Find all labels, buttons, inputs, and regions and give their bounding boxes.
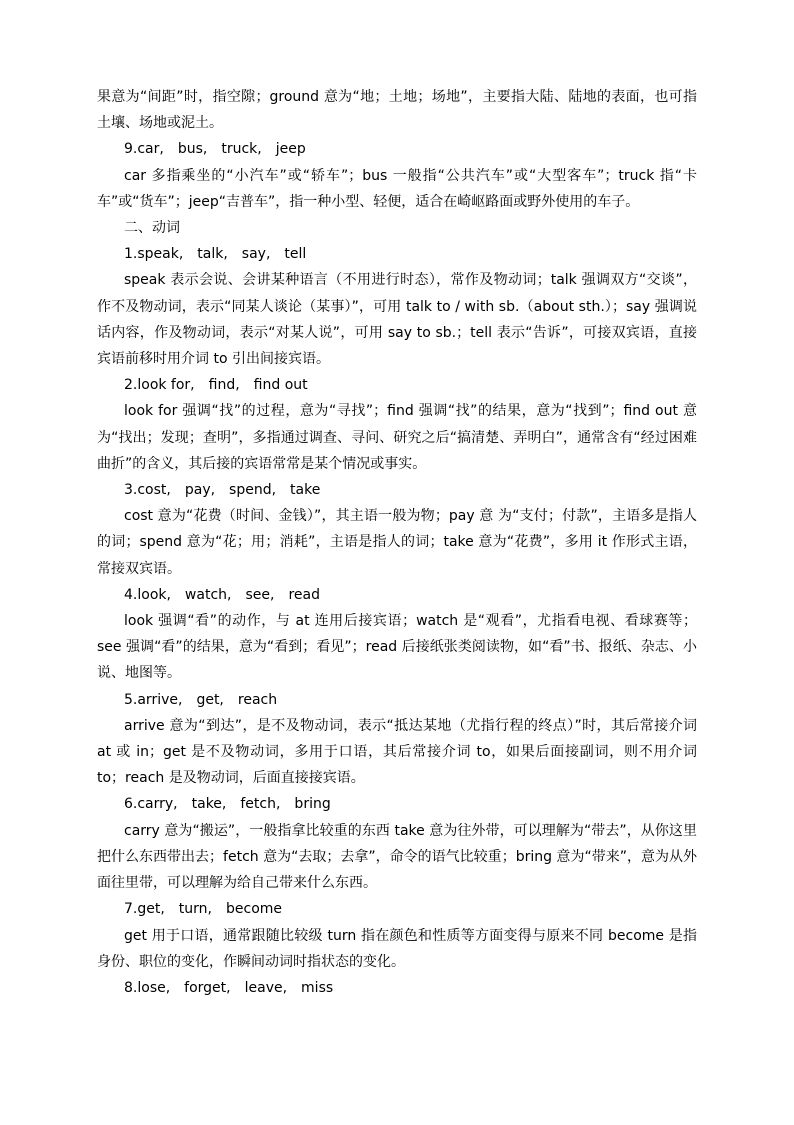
heading-arrive-get-reach: 5.arrive, get, reach xyxy=(124,691,278,708)
heading-cost-pay-spend-take: 3.cost, pay, spend, take xyxy=(124,482,321,499)
document-page xyxy=(97,84,697,1001)
paragraph-car-bus-truck-jeep: car 多指乘坐的“小汽车”或“轿车”；bus 一般指“公共汽车”或“大型客车”；truck 指“卡车”或“货车”；jeep“吉普车”，指一种小型、轻便，适合在崎岖路面或野外使用的车子。 xyxy=(97,167,697,210)
paragraph-get-turn-become: get 用于口语，通常跟随比较级 turn 指在颜色和性质等方面变得与原来不同 become 是指身份、职位的变化，作瞬间动词时指状态的变化。 xyxy=(97,927,697,970)
heading-lose-forget-leave-miss: 8.lose, forget, leave, miss xyxy=(124,979,334,996)
heading-look-watch-see-read: 4.look, watch, see, read xyxy=(124,586,320,603)
paragraph-arrive-get-reach: arrive 意为“到达”，是不及物动词，表示“抵达某地（尤指行程的终点）”时，其后常接介词 at 或 in；get 是不及物动词，多用于口语，其后常接介词 to，如果后面接副词，则不用介词 to；reach 是及物动词，后面直接接宾语。 xyxy=(97,717,697,787)
paragraph-cost-pay-spend-take: cost 意为“花费（时间、金钱）”，其主语一般为物；pay 意 为“支付；付款”，主语多是指人的词；spend 意为“花；用；消耗”，主语是指人的词；take 意为“花费”，多用 it 作形式主语，常接双宾语。 xyxy=(97,508,697,577)
heading-look-for-find-find-out: 2.look for, find, find out xyxy=(124,377,308,394)
paragraph-look-watch-see-read: look 强调“看”的动作，与 at 连用后接宾语；watch 是“观看”，尤指看电视、看球赛等；see 强调“看”的结果，意为“看到；看见”；read 后接纸张类阅读物，如“看”书、报纸、杂志、小说、地图等。 xyxy=(97,613,697,682)
paragraph-ground-continued: 果意为“间距”时，指空隙；ground 意为“地；土地；场地”，主要指大陆、陆地的表面，也可指土壤、场地或泥土。 xyxy=(97,89,697,132)
section-heading-verbs: 二、动词 xyxy=(124,220,180,237)
heading-car-bus-truck-jeep: 9.car, bus, truck, jeep xyxy=(124,141,306,158)
paragraph-speak-talk-say-tell: speak 表示会说、会讲某种语言（不用进行时态），常作及物动词；talk 强调双方“交谈”，作不及物动词，表示“同某人谈论（某事）”，可用 talk to / with sb.（about sth.）；say 强调说话内容，作及物动词，表示“对某人说”，可用 say to sb.；tell 表示“告诉”，可接双宾语，直接宾语前移时用介词 to 引出间接宾语。 xyxy=(97,272,697,368)
paragraph-look-for-find-find-out: look for 强调“找”的过程，意为“寻找”；find 强调“找”的结果，意为“找到”；find out 意为“找出；发现；查明”，多指通过调查、寻问、研究之后“搞清楚、弄明白”，通常含有“经过困难曲折”的含义，其后接的宾语常常是某个情况或事实。 xyxy=(97,403,697,472)
heading-get-turn-become: 7.get, turn, become xyxy=(124,901,283,918)
heading-carry-take-fetch-bring: 6.carry, take, fetch, bring xyxy=(124,796,331,813)
paragraph-carry-take-fetch-bring: carry 意为“搬运”，一般指拿比较重的东西 take 意为往外带，可以理解为“带去”，从你这里把什么东西带出去；fetch 意为“去取；去拿”，命令的语气比较重；bring 意为“带来”，意为从外面往里带，可以理解为给自己带来什么东西。 xyxy=(97,822,697,892)
heading-speak-talk-say-tell: 1.speak, talk, say, tell xyxy=(124,246,307,263)
